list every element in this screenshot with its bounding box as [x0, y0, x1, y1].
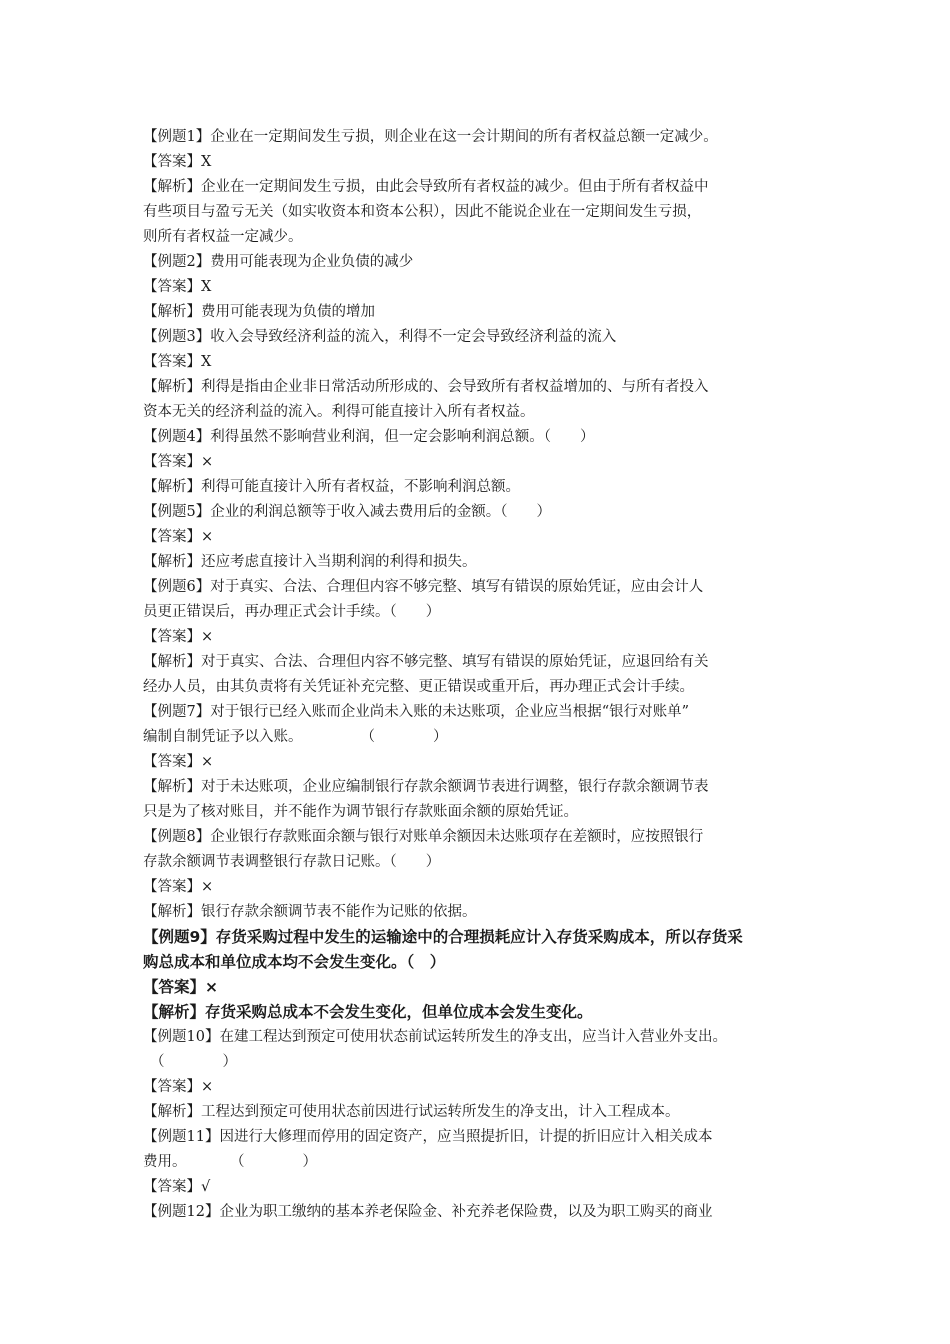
explanation-4: 【解析】利得可能直接计入所有者权益，不影响利润总额。 [143, 479, 520, 495]
question-4: 【例题4】利得虽然不影响营业利润，但一定会影响利润总额。（ ） [143, 429, 595, 445]
question-3: 【例题3】收入会导致经济利益的流入，利得不一定会导致经济利益的流入 [143, 329, 617, 345]
explanation-10: 【解析】工程达到预定可使用状态前因进行试运转所发生的净支出，计入工程成本。 [143, 1104, 680, 1120]
question-7-cont: 编制自制凭证予以入账。 （ ） [143, 729, 448, 745]
explanation-3: 【解析】利得是指由企业非日常活动所形成的、会导致所有者权益增加的、与所有者投入 [143, 379, 709, 395]
explanation-7: 【解析】对于未达账项，企业应编制银行存款余额调节表进行调整，银行存款余额调节表 [143, 779, 709, 795]
question-5: 【例题5】企业的利润总额等于收入减去费用后的金额。（ ） [143, 504, 551, 520]
question-2: 【例题2】费用可能表现为企业负债的减少 [143, 254, 414, 270]
answer-5: 【答案】× [143, 529, 214, 545]
question-9: 【例题9】存货采购过程中发生的运输途中的合理损耗应计入存货采购成本，所以存货采 [143, 928, 743, 946]
answer-6: 【答案】× [143, 629, 214, 645]
answer-8: 【答案】× [143, 879, 214, 895]
explanation-8: 【解析】银行存款余额调节表不能作为记账的依据。 [143, 904, 477, 920]
explanation-1-cont: 有些项目与盈亏无关（如实收资本和资本公积），因此不能说企业在一定期间发生亏损， [143, 204, 702, 220]
explanation-5: 【解析】还应考虑直接计入当期利润的利得和损失。 [143, 554, 477, 570]
explanation-1: 【解析】企业在一定期间发生亏损，由此会导致所有者权益的减少。但由于所有者权益中 [143, 179, 709, 195]
explanation-6-cont: 经办人员，由其负责将有关凭证补充完整、更正错误或重开后，再办理正式会计手续。 [143, 679, 694, 695]
explanation-9: 【解析】存货采购总成本不会发生变化，但单位成本会发生变化。 [143, 1003, 593, 1021]
question-11: 【例题11】因进行大修理而停用的固定资产，应当照提折旧，计提的折旧应计入相关成本 [143, 1129, 713, 1145]
question-10-cont: （ ） [150, 1054, 237, 1070]
question-6: 【例题6】对于真实、合法、合理但内容不够完整、填写有错误的原始凭证，应由会计人 [143, 579, 704, 595]
answer-9: 【答案】× [143, 978, 218, 996]
question-6-cont: 员更正错误后，再办理正式会计手续。（ ） [143, 604, 441, 620]
question-11-cont: 费用。 （ ） [143, 1154, 317, 1170]
explanation-7-cont: 只是为了核对账目，并不能作为调节银行存款账面余额的原始凭证。 [143, 804, 578, 820]
question-1: 【例题1】企业在一定期间发生亏损，则企业在这一会计期间的所有者权益总额一定减少。 [143, 129, 718, 145]
explanation-2: 【解析】费用可能表现为负债的增加 [143, 304, 375, 320]
answer-4: 【答案】× [143, 454, 214, 470]
question-7: 【例题7】对于银行已经入账而企业尚未入账的未达账项，企业应当根据“银行对账单” [143, 704, 690, 720]
answer-1: 【答案】X [143, 154, 212, 170]
explanation-1-cont: 则所有者权益一定减少。 [143, 229, 303, 245]
answer-7: 【答案】× [143, 754, 214, 770]
answer-3: 【答案】X [143, 354, 212, 370]
question-8: 【例题8】企业银行存款账面余额与银行对账单余额因未达账项存在差额时，应按照银行 [143, 829, 704, 845]
explanation-3-cont: 资本无关的经济利益的流入。利得可能直接计入所有者权益。 [143, 404, 535, 420]
answer-10: 【答案】× [143, 1079, 214, 1095]
question-12: 【例题12】企业为职工缴纳的基本养老保险金、补充养老保险费，以及为职工购买的商业 [143, 1204, 713, 1220]
answer-2: 【答案】X [143, 279, 212, 295]
question-10: 【例题10】在建工程达到预定可使用状态前试运转所发生的净支出，应当计入营业外支出。 [143, 1029, 727, 1045]
explanation-6: 【解析】对于真实、合法、合理但内容不够完整、填写有错误的原始凭证，应退回给有关 [143, 654, 709, 670]
question-8-cont: 存款余额调节表调整银行存款日记账。（ ） [143, 854, 441, 870]
question-9-cont: 购总成本和单位成本均不会发生变化。（ ） [143, 953, 446, 971]
answer-11: 【答案】√ [143, 1179, 211, 1195]
